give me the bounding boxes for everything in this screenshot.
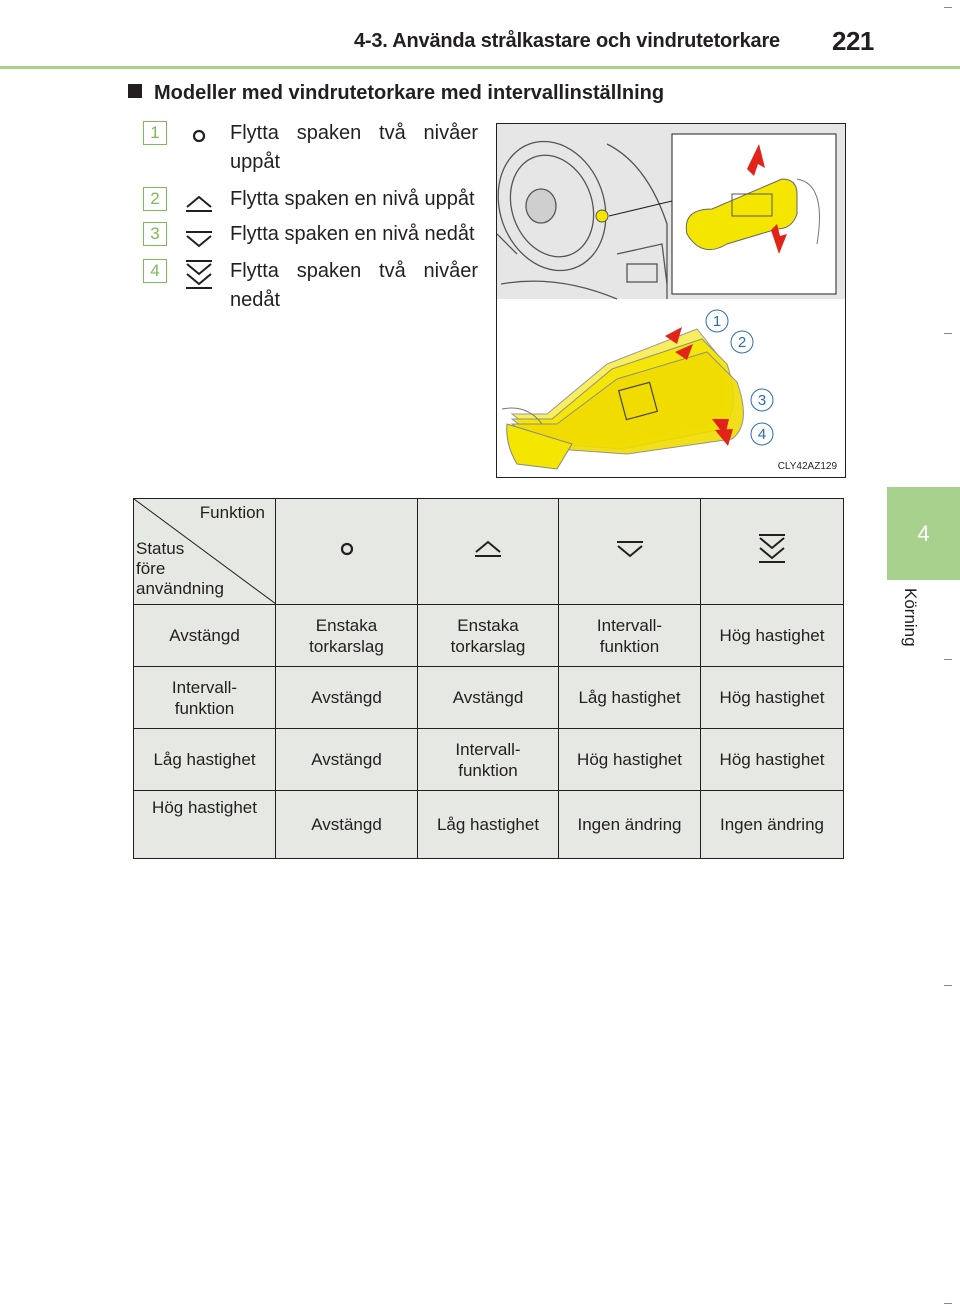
table-corner-cell [134, 499, 276, 605]
figure-code: CLY42AZ129 [777, 461, 837, 472]
step-text-1: Flytta spaken två nivåer uppåt [230, 122, 478, 173]
crop-mark [944, 659, 952, 660]
subheading [128, 82, 664, 105]
step-text-4: Flytta spaken två nivåer nedåt [230, 260, 478, 311]
chevron-down-icon [183, 229, 215, 249]
double-chevron-down-icon [183, 258, 215, 292]
table-cell: Hög hastighet [701, 605, 844, 667]
subheading-text: Modeller med vindrutetorkare med intervallinställning [154, 82, 665, 104]
corner-function-label: Funktion [199, 503, 265, 522]
column-header-down [559, 499, 701, 605]
table-cell: Intervall-funktion [418, 729, 559, 791]
row-status: Låg hastighet [134, 729, 276, 791]
step-text-3: Flytta spaken en nivå nedåt [230, 223, 475, 245]
callout-3: 3 [757, 392, 767, 409]
row-status: Avstängd [134, 605, 276, 667]
column-header-circle [276, 499, 418, 605]
table-cell: Låg hastighet [418, 791, 559, 859]
table-cell: Hög hastighet [559, 729, 701, 791]
wiper-function-table [133, 498, 844, 859]
table-cell: Avstängd [418, 667, 559, 729]
circle-icon [190, 127, 208, 145]
chapter-number: 4 [917, 521, 930, 546]
table-cell: Hög hastighet [701, 667, 844, 729]
table-row [134, 605, 844, 667]
table-row [134, 791, 844, 859]
crop-mark [944, 1303, 952, 1304]
table-cell: Avstängd [276, 729, 418, 791]
table-cell: Låg hastighet [559, 667, 701, 729]
table-cell: Enstaka torkarslag [276, 605, 418, 667]
illustration-drawing [497, 124, 846, 478]
corner-status-line-3: användning [136, 579, 224, 598]
chapter-label: Körning [901, 588, 920, 647]
callout-2: 2 [737, 334, 747, 351]
chapter-tab [887, 487, 960, 580]
chevron-up-icon [472, 539, 504, 559]
table-cell: Enstaka torkarslag [418, 605, 559, 667]
step-badge-3: 3 [143, 222, 167, 246]
lever-location-marker [596, 210, 608, 222]
table-cell: Ingen ändring [701, 791, 844, 859]
callout-1: 1 [712, 313, 722, 330]
crop-mark [944, 7, 952, 8]
callout-4: 4 [757, 426, 767, 443]
table-cell: Avstängd [276, 791, 418, 859]
corner-status-line-1: Status [136, 539, 185, 558]
table-cell: Ingen ändring [559, 791, 701, 859]
column-header-up [418, 499, 559, 605]
square-bullet-icon [128, 84, 142, 98]
corner-status-label [136, 539, 224, 599]
step-badge-2: 2 [143, 187, 167, 211]
crop-mark [944, 333, 952, 334]
table-cell: Intervall-funktion [559, 605, 701, 667]
table-row [134, 729, 844, 791]
page-number: 221 [832, 26, 874, 56]
wiper-lever-illustration [496, 123, 846, 478]
crop-mark [944, 985, 952, 986]
table-cell: Hög hastighet [701, 729, 844, 791]
step-badge-4: 4 [143, 259, 167, 283]
row-status: Intervall-funktion [134, 667, 276, 729]
chevron-down-icon [614, 539, 646, 559]
step-badge-1: 1 [143, 121, 167, 145]
corner-status-line-2: före [136, 559, 166, 578]
section-title: 4-3. Använda strålkastare och vindrutetorkare [354, 30, 780, 52]
header-rule [0, 66, 960, 69]
chevron-up-icon [183, 194, 215, 214]
table-row [134, 667, 844, 729]
circle-icon [338, 540, 356, 558]
double-chevron-down-icon [756, 532, 788, 566]
step-text-2: Flytta spaken en nivå uppåt [230, 188, 475, 210]
table-header-row [134, 499, 844, 605]
row-status: Hög hastighet [134, 791, 276, 859]
table-cell: Avstängd [276, 667, 418, 729]
column-header-double-down [701, 499, 844, 605]
